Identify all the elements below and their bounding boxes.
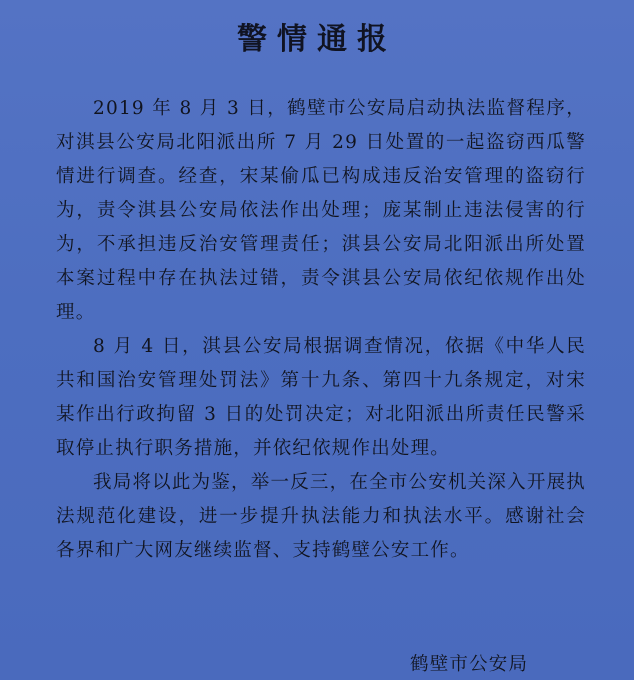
notice-title: 警情通报 — [237, 22, 397, 57]
notice-paragraph-3: 我局将以此为鉴，举一反三，在全市公安机关深入开展执法规范化建设，进一步提升执法能力和执法水平。感谢社会各界和广大网友继续监督、支持鹤壁公安工作。 — [56, 472, 586, 561]
notice-body — [56, 92, 586, 568]
notice-paragraph-1: 2019 年 8 月 3 日，鹤壁市公安局启动执法监督程序，对淇县公安局北阳派出所 7 月 29 日处置的一起盗窃西瓜警情进行调查。经查，宋某偷瓜已构成违反治安管理的盗窃行为，责令淇县公安局依法作出处理；庞某制止违法侵害的行为，不承担违反治安管理责任；淇县公安局北阳派出所处置本案过程中存在执法过错，责令淇县公安局依纪依规作出处理。 — [56, 98, 586, 323]
notice-signature: 鹤壁市公安局 — [410, 654, 529, 675]
notice-paragraph-2: 8 月 4 日，淇县公安局根据调查情况，依据《中华人民共和国治安管理处罚法》第十九条、第四十九条规定，对宋某作出行政拘留 3 日的处罚决定；对北阳派出所责任民警采取停止执行职务措施，并依纪依规作出处理。 — [56, 336, 586, 459]
